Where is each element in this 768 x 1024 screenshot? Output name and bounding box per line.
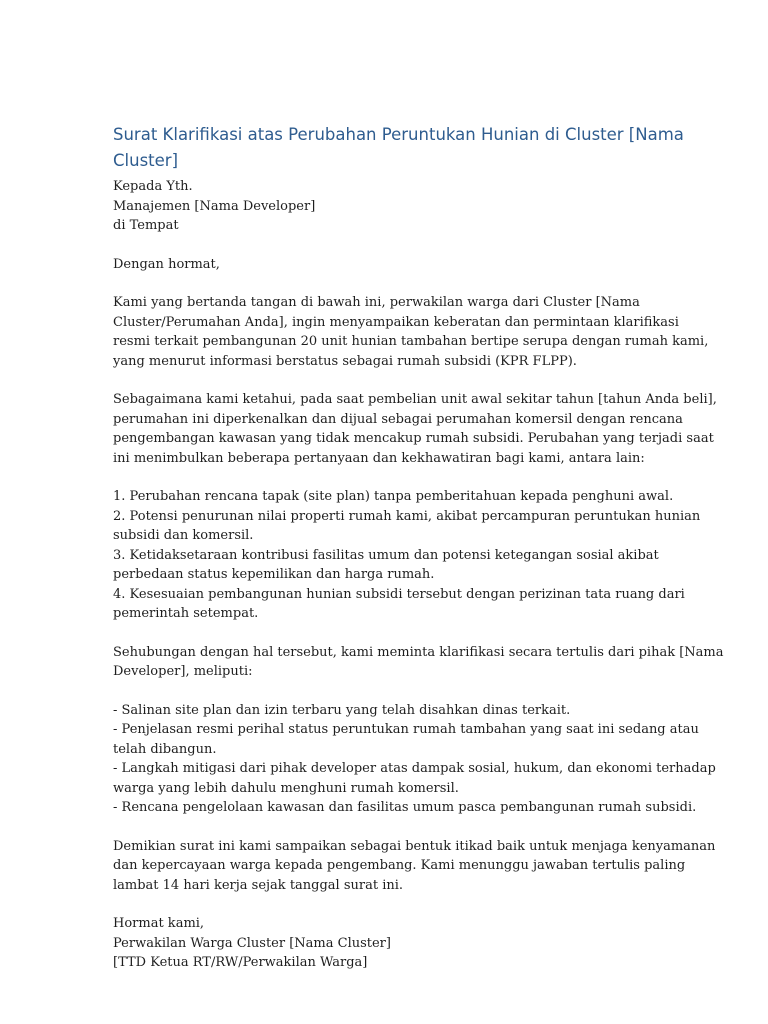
greeting-line: Dengan hormat, [113, 256, 220, 272]
closing-line: lambat 14 hari kerja sejak tanggal surat ini. [113, 877, 404, 893]
signature-line: [TTD Ketua RT/RW/Perwakilan Warga] [113, 955, 368, 970]
background-line: Sebagaimana kami ketahui, pada saat pembelian unit awal sekitar tahun [tahun Anda beli], [113, 392, 717, 407]
signature-block [113, 914, 658, 973]
intro-line: resmi terkait pembangunan 20 unit hunian tambahan bertipe serupa dengan rumah kami, [113, 334, 709, 349]
concern-line: perbedaan status kepemilikan dan harga rumah. [113, 567, 435, 582]
letter-body [113, 122, 724, 992]
intro-paragraph [113, 293, 709, 371]
intro-line: yang menurut informasi berstatus sebagai rumah subsidi (KPR FLPP). [113, 353, 577, 369]
concern-line: pemerintah setempat. [113, 606, 259, 621]
concern-line: 3. Ketidaksetaraan kontribusi fasilitas umum dan potensi ketegangan sosial akibat [113, 547, 659, 563]
intro-line: Kami yang bertanda tangan di bawah ini, perwakilan warga dari Cluster [Nama [113, 295, 640, 310]
request-item-line: - Langkah mitigasi dari pihak developer atas dampak sosial, hukum, dan ekonomi terhadap [113, 761, 716, 776]
request-line: Developer], meliputi: [113, 664, 253, 679]
signature-line: Hormat kami, [113, 916, 205, 931]
request-item-line: telah dibangun. [113, 741, 217, 757]
request-line: Sehubungan dengan hal tersebut, kami meminta klarifikasi secara tertulis dari pihak [Nama [113, 644, 724, 660]
closing-paragraph [113, 837, 716, 896]
background-paragraph [113, 390, 717, 468]
background-line: ini menimbulkan beberapa pertanyaan dan kekhawatiran bagi kami, antara lain: [113, 450, 645, 466]
address-line: di Tempat [113, 218, 179, 233]
address-line: Manajemen [Nama Developer] [113, 198, 316, 214]
title-line: Surat Klarifikasi atas Perubahan Peruntukan Hunian di Cluster [Nama [113, 125, 684, 144]
closing-line: dan kepercayaan warga kepada pengembang. Kami menunggu jawaban tertulis paling [113, 858, 686, 873]
request-item-line: - Salinan site plan dan izin terbaru yang telah disahkan dinas terkait. [113, 702, 571, 718]
request-item-line: - Rencana pengelolaan kawasan dan fasilitas umum pasca pembangunan rumah subsidi. [113, 800, 697, 815]
address-line: Kepada Yth. [113, 179, 193, 194]
concern-line: 4. Kesesuaian pembangunan hunian subsidi tersebut dengan perizinan tata ruang dari [113, 586, 685, 602]
closing-line: Demikian surat ini kami sampaikan sebagai bentuk itikad baik untuk menjaga kenyamanan [113, 838, 716, 854]
request-paragraph [113, 643, 724, 682]
requests-list [113, 701, 716, 818]
request-item-line: warga yang lebih dahulu menghuni rumah komersil. [113, 780, 459, 796]
concern-line: 2. Potensi penurunan nilai properti rumah kami, akibat percampuran peruntukan hunian [113, 508, 701, 524]
concern-line: subsidi dan komersil. [113, 528, 254, 543]
concerns-list [113, 487, 701, 624]
background-line: perumahan ini diperkenalkan dan dijual sebagai perumahan komersil dengan rencana [113, 411, 683, 427]
title-line: Cluster] [113, 151, 179, 170]
letter-title [113, 122, 684, 174]
background-line: pengembangan kawasan yang tidak mencakup rumah subsidi. Perubahan yang terjadi saat [113, 431, 714, 446]
greeting [113, 255, 658, 275]
recipient-address [113, 177, 658, 236]
signature-line: Perwakilan Warga Cluster [Nama Cluster] [113, 935, 391, 951]
concern-line: 1. Perubahan rencana tapak (site plan) tanpa pemberitahuan kepada penghuni awal. [113, 489, 674, 504]
intro-line: Cluster/Perumahan Anda], ingin menyampaikan keberatan dan permintaan klarifikasi [113, 314, 679, 330]
request-item-line: - Penjelasan resmi perihal status peruntukan rumah tambahan yang saat ini sedang atau [113, 722, 699, 737]
